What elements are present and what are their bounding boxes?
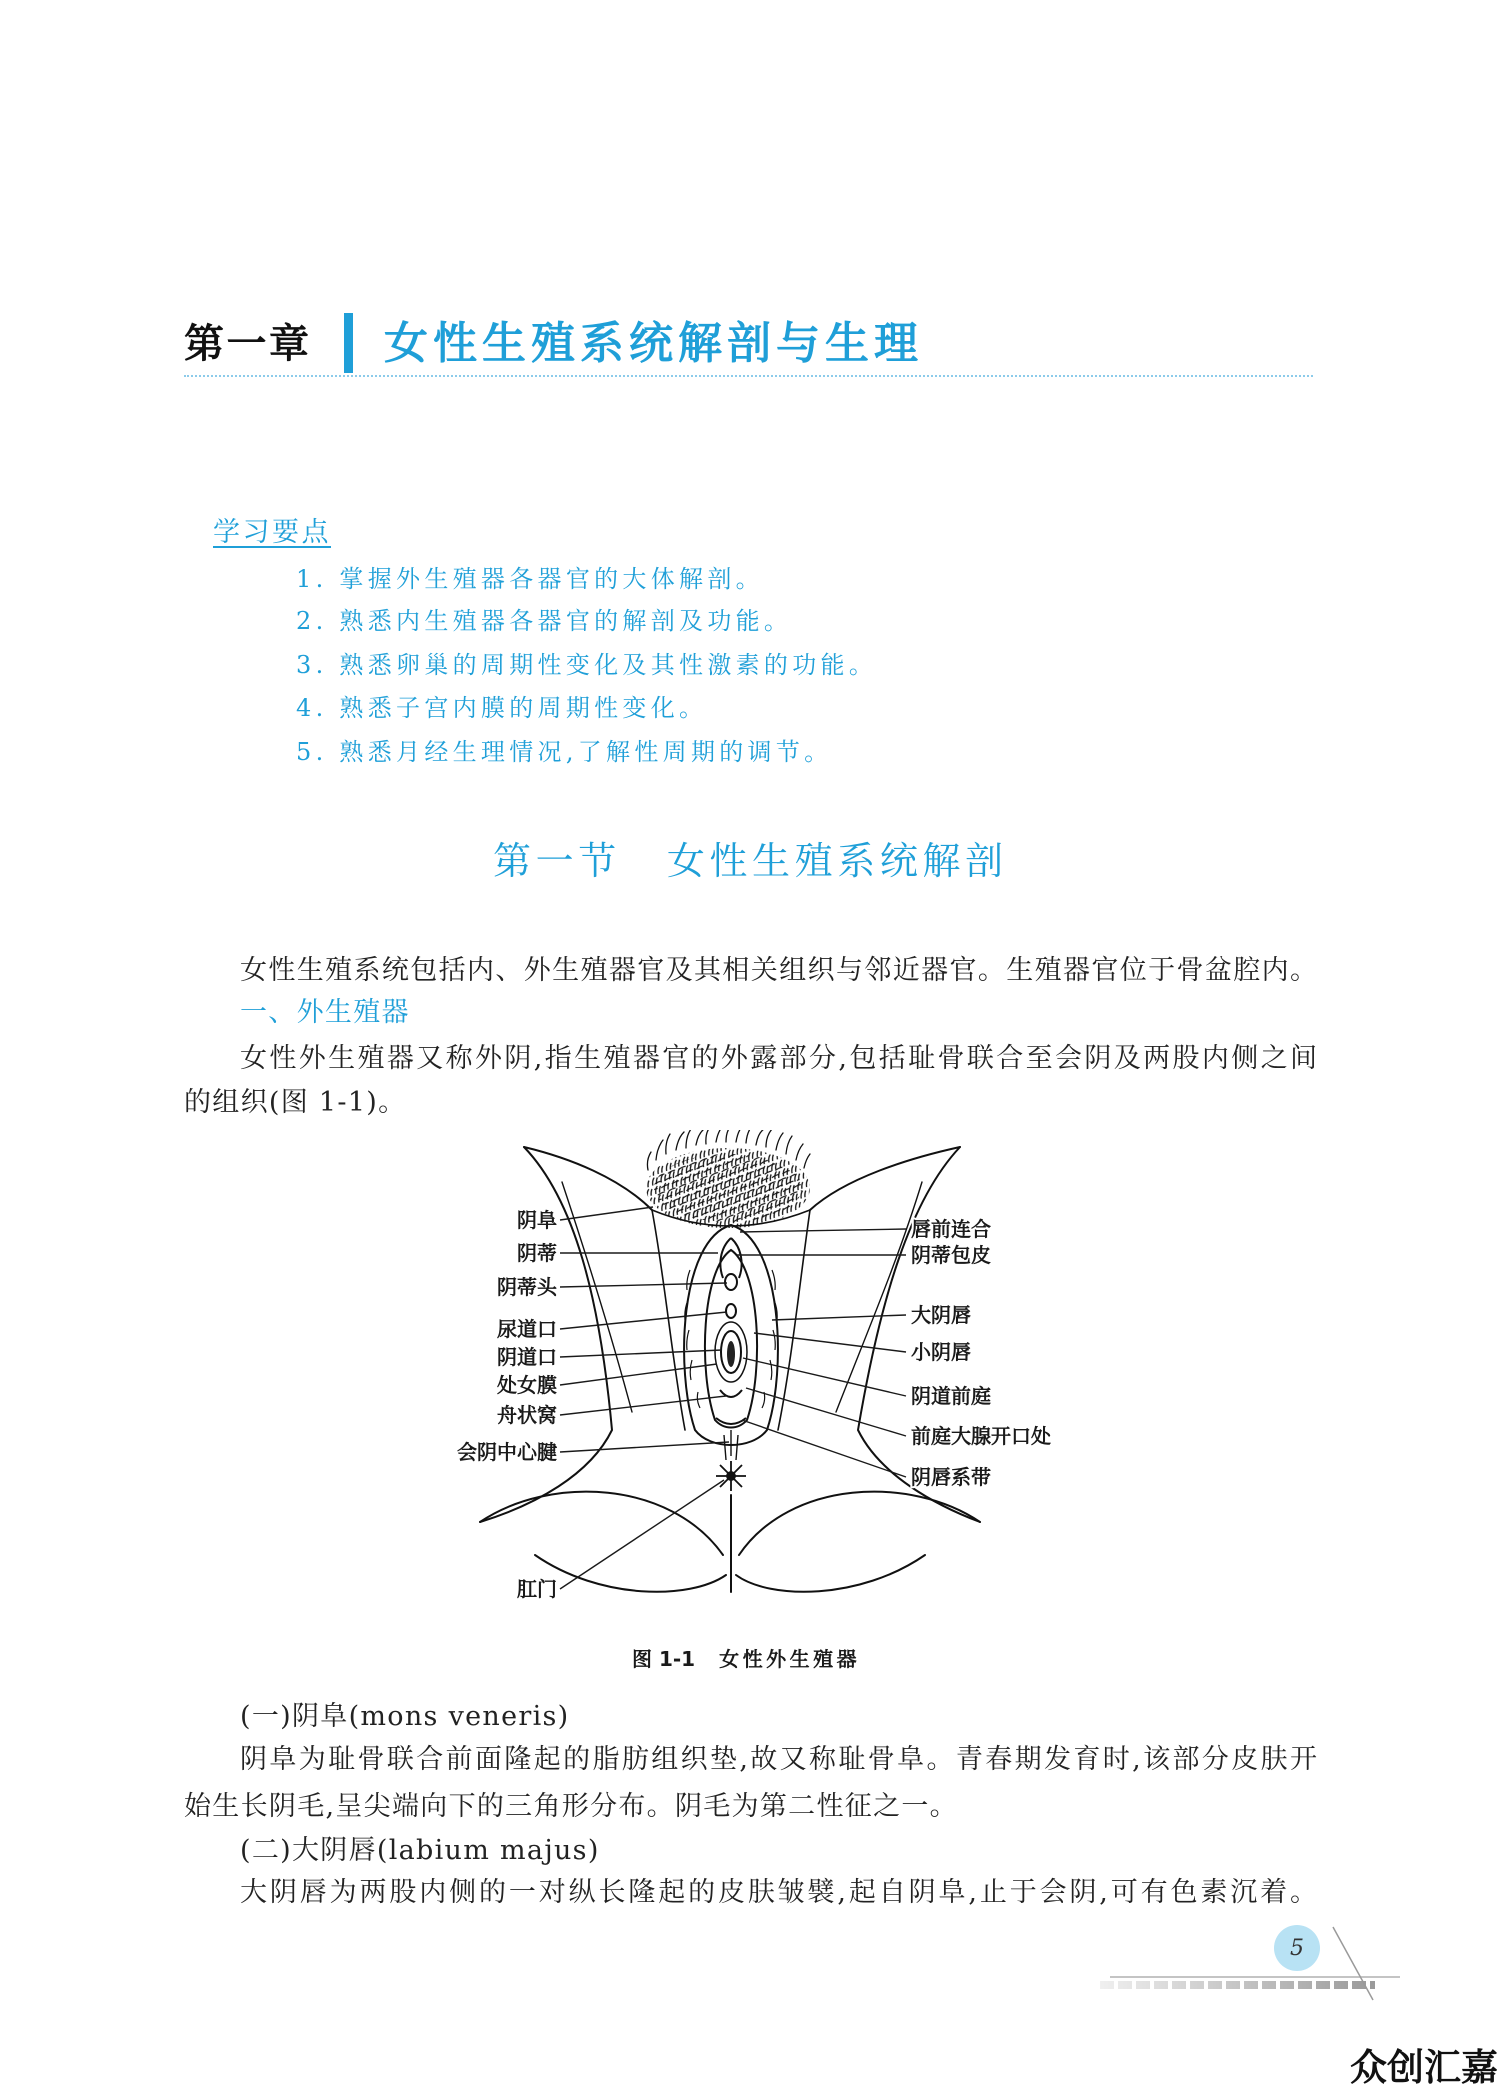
figure-label-clitoral-hood: 阴蒂包皮 [911,1243,991,1267]
anus-drawing [716,1461,746,1491]
figure-label-fossa-navicularis: 舟状窝 [497,1403,557,1427]
figure-label-urethral-orifice: 尿道口 [497,1317,557,1341]
chapter-dotted-rule [184,375,1313,377]
paragraph-line: 阴阜为耻骨联合前面隆起的脂肪组织垫,故又称耻骨阜。青春期发育时,该部分皮肤开 [240,1744,1317,1775]
clitoris-glans [725,1274,737,1290]
leader-line [560,1350,722,1357]
figure-label-mons-pubis: 阴阜 [517,1208,557,1232]
page-number: 5 [1274,1925,1320,1971]
leader-lines [560,1207,906,1589]
labial-frenulum [716,1418,746,1424]
figure-caption [632,1645,860,1673]
intro-paragraph: 女性生殖系统包括内、外生殖器官及其相关组织与邻近器官。生殖器官位于骨盆腔内。 [240,955,1317,986]
subsection-heading: (二)大阴唇(labium majus) [240,1835,600,1866]
leader-line [560,1207,653,1220]
objective-item: 1. 掌握外生殖器各器官的大体解剖。 [296,565,764,593]
footer-diagonal-stroke [1326,1922,1382,2006]
vulva-drawing [684,1225,778,1491]
section-number: 第一节 [493,839,621,883]
figure-label-hymen: 处女膜 [497,1373,557,1397]
chapter-divider-bar [344,313,353,373]
leader-line [560,1442,729,1452]
objectives-heading: 学习要点 [213,517,331,548]
figure-label-perineal-body: 会阴中心腱 [457,1440,557,1464]
leader-line [560,1480,724,1589]
paragraph-line: 始生长阴毛,呈尖端向下的三角形分布。阴毛为第二性征之一。 [184,1791,958,1822]
leader-line [746,1388,906,1436]
subsection-heading: (一)阴阜(mons veneris) [240,1701,570,1732]
chapter-number: 第一章 [184,321,312,367]
paragraph-line: 的组织(图 1-1)。 [184,1087,407,1118]
figure-label-labial-frenulum: 阴唇系带 [911,1465,991,1489]
leader-line [743,1358,906,1396]
section-name: 女性生殖系统解剖 [666,839,1008,883]
watermark-logo: 众创汇嘉 [1350,2046,1498,2089]
leader-line [560,1283,727,1287]
figure-caption-number: 图 1-1 [632,1647,696,1671]
leader-line [560,1396,726,1415]
leader-line [754,1333,906,1352]
figure-label-anterior-commissure: 唇前连合 [911,1217,991,1241]
leader-line [740,1229,906,1232]
figure-label-labia-majora: 大阴唇 [911,1303,971,1327]
vaginal-opening-shadow [727,1341,735,1367]
figure-label-vaginal-orifice: 阴道口 [497,1345,557,1369]
chapter-title: 女性生殖系统解剖与生理 [384,318,923,369]
urethral-opening [726,1304,736,1318]
figure-label-clitoris: 阴蒂 [517,1241,557,1265]
paragraph-line: 女性外生殖器又称外阴,指生殖器官的外露部分,包括耻骨联合至会阴及两股内侧之间 [240,1043,1317,1074]
subsection-heading: 一、外生殖器 [240,997,410,1028]
section-title [493,837,1008,885]
figure-caption-title: 女性外生殖器 [719,1647,861,1671]
objective-item: 2. 熟悉内生殖器各器官的解剖及功能。 [296,607,793,635]
figure-label-bartholin-gland-opening: 前庭大腺开口处 [911,1424,1051,1448]
objective-item: 5. 熟悉月经生理情况,了解性周期的调节。 [296,738,833,766]
leader-line [560,1364,717,1385]
objective-item: 4. 熟悉子宫内膜的周期性变化。 [296,694,708,722]
paragraph-line: 大阴唇为两股内侧的一对纵长隆起的皮肤皱襞,起自阴阜,止于会阴,可有色素沉着。 [240,1877,1317,1908]
figure-label-anus: 肛门 [517,1577,557,1601]
objective-item: 3. 熟悉卵巢的周期性变化及其性激素的功能。 [296,651,878,679]
figure-label-labia-minora: 小阴唇 [911,1340,971,1364]
figure-female-external-genitalia [440,1130,1080,1620]
leader-line [772,1315,906,1320]
figure-label-glans-clitoris: 阴蒂头 [497,1275,557,1299]
figure-label-vestibule: 阴道前庭 [911,1384,991,1408]
leader-line [560,1312,727,1329]
mons-pubis-drawing [646,1130,810,1228]
